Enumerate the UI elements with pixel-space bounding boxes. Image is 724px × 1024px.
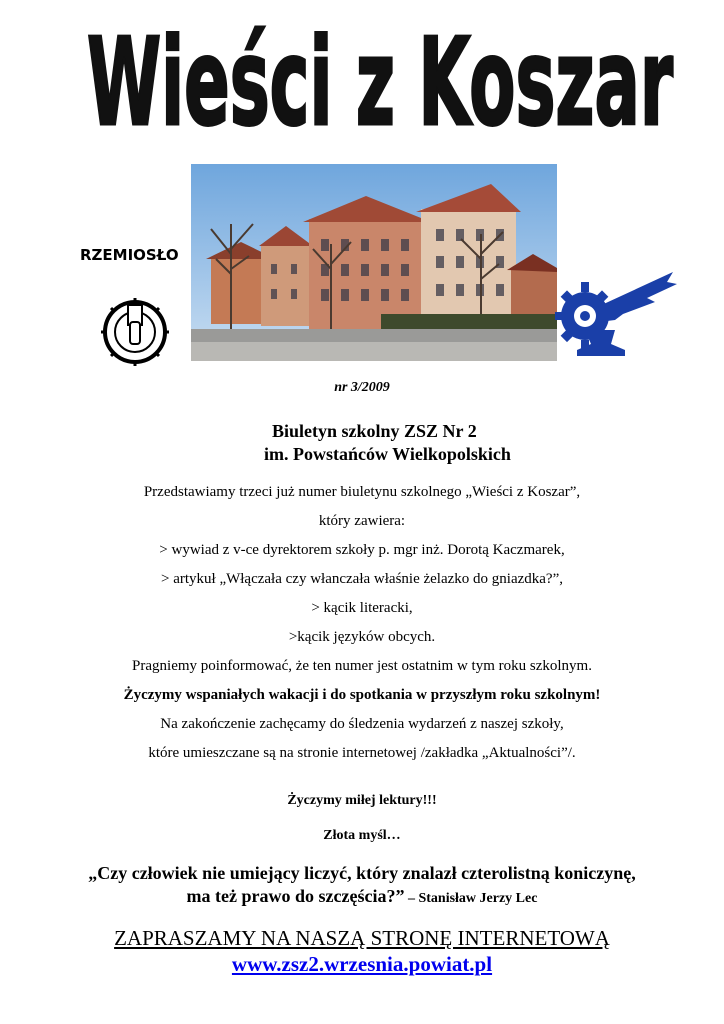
contents-item: >kącik języków obcych. [288, 629, 436, 645]
quote-text: ma też prawo do szczęścia?” [186, 886, 405, 906]
rzemioslo-emblem [80, 246, 190, 365]
info-line: Na zakończenie zachęcamy do śledzenia wydarzeń z naszej szkoły, [160, 716, 564, 732]
info-line: które umieszczane są na stronie internetowej /zakładka „Aktualności”/. [148, 745, 576, 761]
holiday-wish: Życzymy wspaniałych wakacji i do spotkania w przyszłym roku szkolnym! [123, 687, 601, 703]
contents-item: > kącik literacki, [311, 600, 413, 616]
quote-line-2 [0, 886, 724, 907]
quote-author: – Stanisław Jerzy Lec [404, 891, 538, 906]
contents-label: który zawiera: [318, 513, 406, 529]
intro-line: Przedstawiamy trzeci już numer biuletynu szkolnego „Wieści z Koszar”, [143, 484, 581, 500]
masthead-title-text: Wieści z Koszar [87, 14, 673, 153]
quote-line: „Czy człowiek nie umiejący liczyć, który znalazł czterolistną koniczynę, [88, 863, 636, 883]
contents-item: > wywiad z v-ce dyrektorem szkoły p. mgr inż. Dorotą Kaczmarek, [159, 542, 565, 558]
bulletin-subtitle: Biuletyn szkolny ZSZ Nr 2 [272, 421, 477, 441]
website-link-row [0, 952, 724, 977]
school-patron: im. Powstańców Wielkopolskich [264, 444, 511, 464]
issue-number: nr 3/2009 [334, 380, 390, 395]
website-invitation: ZAPRASZAMY NA NASZĄ STRONĘ INTERNETOWĄ [114, 926, 610, 950]
golden-thought-label: Złota myśl… [323, 828, 401, 843]
website-link[interactable]: www.zsz2.wrzesnia.powiat.pl [231, 952, 493, 976]
reading-wish: Życzymy miłej lektury!!! [287, 793, 437, 808]
masthead-title [80, 12, 680, 152]
school-building-photo [191, 164, 557, 361]
gear-hand-logo [555, 268, 680, 363]
rzemioslo-emblem-text: RZEMIOSŁO [80, 246, 179, 264]
info-line: Pragniemy poinformować, że ten numer jest ostatnim w tym roku szkolnym. [132, 658, 592, 674]
contents-item: > artykuł „Włączała czy włanczała właśnie żelazko do gniazdka?”, [161, 571, 563, 587]
